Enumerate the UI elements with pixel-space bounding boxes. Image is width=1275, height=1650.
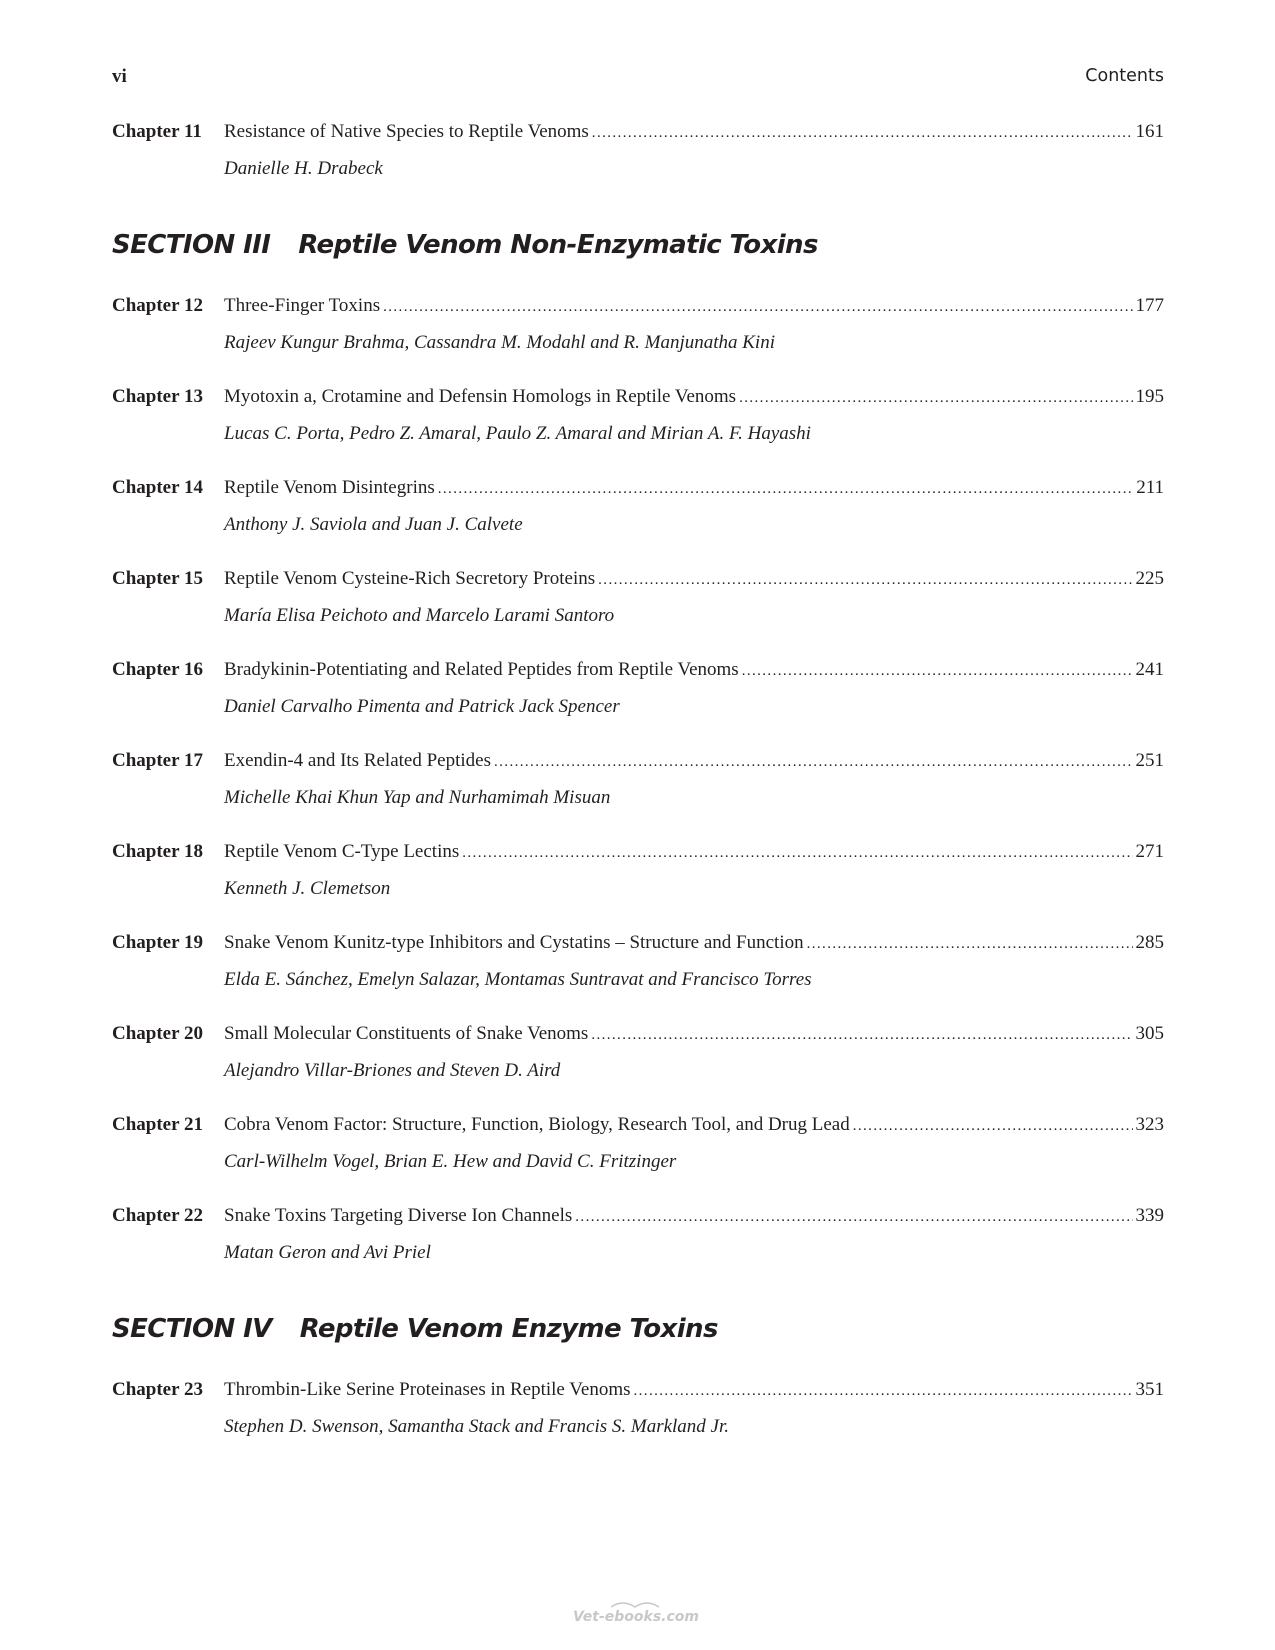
watermark-logo [571,1597,701,1627]
chapter-page: 339 [1135,1205,1164,1226]
chapter-authors: Michelle Khai Khun Yap and Nurhamimah Misuan [224,787,611,808]
chapter-authors: Danielle H. Drabeck [224,158,383,179]
chapter-authors: Anthony J. Saviola and Juan J. Calvete [224,514,523,535]
chapter-label: Chapter 11 [112,121,202,142]
section-number: SECTION IV [112,1314,272,1344]
chapter-title[interactable]: Reptile Venom C-Type Lectins [224,841,460,862]
chapter-label: Chapter 21 [112,1114,203,1135]
dot-leader [742,659,1133,683]
chapter-page: 211 [1136,477,1164,498]
chapter-page: 195 [1135,386,1164,407]
chapter-page: 177 [1135,295,1164,316]
chapter-authors: Lucas C. Porta, Pedro Z. Amaral, Paulo Z. Amaral and Mirian A. F. Hayashi [224,423,811,444]
chapter-authors: Matan Geron and Avi Priel [224,1242,431,1263]
chapter-title[interactable]: Small Molecular Constituents of Snake Venoms [224,1023,589,1044]
dot-leader [739,386,1132,410]
chapter-label: Chapter 16 [112,659,203,680]
chapter-title[interactable]: Snake Venom Kunitz-type Inhibitors and Cystatins – Structure and Function [224,932,804,953]
running-head [112,66,1164,94]
chapter-authors: Rajeev Kungur Brahma, Cassandra M. Modahl and R. Manjunatha Kini [224,332,775,353]
toc-entry [112,476,1164,537]
dot-leader [591,1023,1132,1047]
chapter-title[interactable]: Cobra Venom Factor: Structure, Function, Biology, Research Tool, and Drug Lead [224,1114,850,1135]
dot-leader [634,1379,1133,1403]
chapter-label: Chapter 22 [112,1205,203,1226]
running-head-title: Contents [1085,66,1164,86]
svg-text:Vet-ebooks.com: Vet-ebooks.com [572,1609,700,1625]
chapter-page: 251 [1135,750,1164,771]
chapter-label: Chapter 23 [112,1379,203,1400]
chapter-title[interactable]: Snake Toxins Targeting Diverse Ion Channels [224,1205,573,1226]
chapter-label: Chapter 18 [112,841,203,862]
section-heading [112,230,818,260]
section-title: Reptile Venom Non-Enzymatic Toxins [298,230,818,260]
chapter-page: 271 [1135,841,1164,862]
toc-entry [112,658,1164,719]
chapter-authors: Kenneth J. Clemetson [224,878,391,899]
dot-leader [438,477,1133,501]
chapter-label: Chapter 17 [112,750,203,771]
chapter-label: Chapter 20 [112,1023,203,1044]
page-number: vi [112,66,127,87]
chapter-page: 225 [1135,568,1164,589]
toc-entry [112,1378,1164,1439]
chapter-title[interactable]: Myotoxin a, Crotamine and Defensin Homologs in Reptile Venoms [224,386,737,407]
toc-entry [112,294,1164,355]
toc-entry [112,1022,1164,1083]
chapter-title[interactable]: Resistance of Native Species to Reptile Venoms [224,121,589,142]
dot-leader [575,1205,1132,1229]
toc-entry [112,120,1164,181]
chapter-authors: Carl-Wilhelm Vogel, Brian E. Hew and David C. Fritzinger [224,1151,677,1172]
chapter-label: Chapter 12 [112,295,203,316]
toc-entry [112,385,1164,446]
toc-entry [112,1204,1164,1265]
chapter-title[interactable]: Reptile Venom Cysteine-Rich Secretory Proteins [224,568,596,589]
chapter-page: 305 [1135,1023,1164,1044]
dot-leader [494,750,1133,774]
chapter-authors: Alejandro Villar-Briones and Steven D. Aird [224,1060,561,1081]
toc-entry [112,567,1164,628]
chapter-page: 161 [1135,121,1164,142]
chapter-title[interactable]: Bradykinin-Potentiating and Related Peptides from Reptile Venoms [224,659,739,680]
chapter-authors: María Elisa Peichoto and Marcelo Larami Santoro [224,605,615,626]
dot-leader [853,1114,1133,1138]
chapter-label: Chapter 14 [112,477,203,498]
section-title: Reptile Venom Enzyme Toxins [299,1314,718,1344]
chapter-authors: Daniel Carvalho Pimenta and Patrick Jack Spencer [224,696,620,717]
dot-leader [807,932,1133,956]
chapter-label: Chapter 13 [112,386,203,407]
chapter-title[interactable]: Exendin-4 and Its Related Peptides [224,750,491,771]
toc-entry [112,931,1164,992]
chapter-label: Chapter 19 [112,932,203,953]
chapter-label: Chapter 15 [112,568,203,589]
chapter-authors: Stephen D. Swenson, Samantha Stack and Francis S. Markland Jr. [224,1416,730,1437]
dot-leader [462,841,1132,865]
dot-leader [383,295,1132,319]
dot-leader [592,121,1133,145]
toc-entry [112,1113,1164,1174]
section-number: SECTION III [112,230,271,260]
chapter-page: 241 [1135,659,1164,680]
chapter-title[interactable]: Reptile Venom Disintegrins [224,477,435,498]
chapter-title[interactable]: Thrombin-Like Serine Proteinases in Reptile Venoms [224,1379,631,1400]
chapter-title[interactable]: Three-Finger Toxins [224,295,381,316]
chapter-page: 351 [1135,1379,1164,1400]
dot-leader [598,568,1132,592]
chapter-authors: Elda E. Sánchez, Emelyn Salazar, Montamas Suntravat and Francisco Torres [224,969,812,990]
toc-entry [112,749,1164,810]
toc-entry [112,840,1164,901]
chapter-page: 323 [1135,1114,1164,1135]
section-heading [112,1314,718,1344]
chapter-page: 285 [1135,932,1164,953]
